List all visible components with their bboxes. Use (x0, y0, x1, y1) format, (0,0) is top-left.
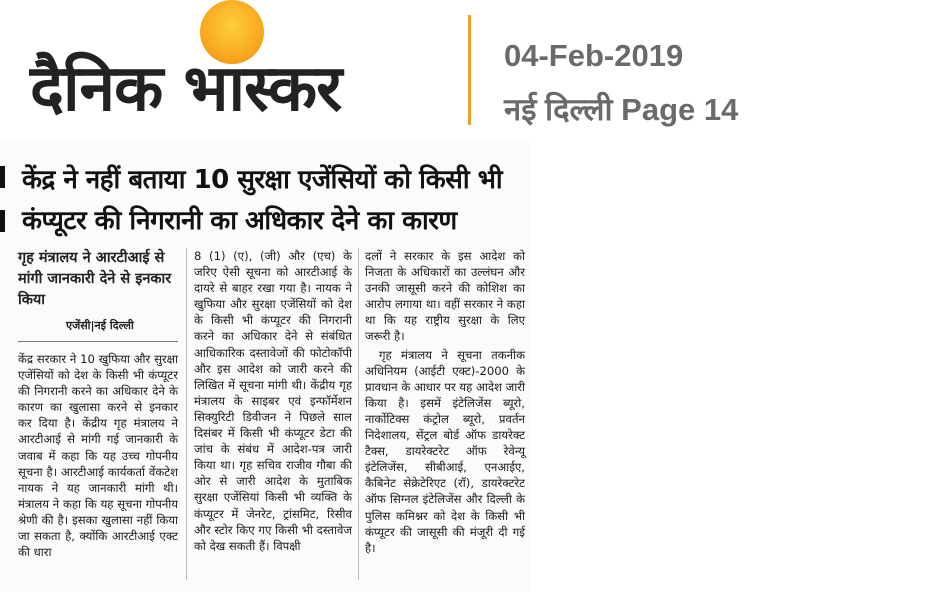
subheadline: गृह मंत्रालय ने आरटीआई से मांगी जानकारी देने से इनकार किया (18, 250, 172, 308)
article-column-3 (365, 248, 525, 556)
edge-mark (0, 166, 5, 188)
article-paragraph: दलों ने सरकार के इस आदेश को निजता के अधिकारों का उल्लंघन और उनकी जासूसी करने की कोशिश का आरोप लगाया था। वहीं सरकार ने कहा था कि यह राष्ट्रीय सुरक्षा के लिए जरूरी है। (365, 249, 525, 344)
article-paragraph: 8 (1) (ए), (जी) और (एच) के जरिए ऐसी सूचना को आरटीआई के दायरे से बाहर रखा गया है। नायक ने खुफिया और सुरक्षा एजेंसियों को देश के किसी भी कंप्यूटर की निगरानी करने का अधिकार देने से संबंधित आधिकारिक दस्तावेजों की फोटोकॉपी और इस आदेश को जारी करने की लिखित में सूचना मांगी थी। केंद्रीय गृह मंत्रालय के साइबर एवं इन्फॉर्मेशन सिक्युरिटी डिवीजन ने पिछले साल दिसंबर में किसी भी कंप्यूटर डेटा की जांच के संबंध में आदेश-पत्र जारी किया था। गृह सचिव राजीव गौबा की ओर से जारी आदेश के मुताबिक सुरक्षा एजेंसियां किसी भी व्यक्ति के कंप्यूटर में जेनरेट, ट्रांसमिट, रिसीव और स्टोर किए गए किसी भी दस्तावेज को देख सकती हैं। विपक्षी (194, 249, 352, 553)
headline-line-2: कंप्यूटर की निगरानी का अधिकार देने का कारण (22, 206, 457, 236)
article-column-2 (194, 248, 352, 554)
headline-line-1: केंद्र ने नहीं बताया 10 सुरक्षा एजेंसियों को किसी भी (22, 165, 503, 195)
article-paragraph: केंद्र सरकार ने 10 खुफिया और सुरक्षा एजेंसियों को देश के किसी भी कंप्यूटर की निगरानी करने का अधिकार देने के कारण का खुलासा करने से इनकार कर दिया है। केंद्रीय गृह मंत्रालय ने आरटीआई से मांगी गई जानकारी के जवाब में कहा कि यह उच्च गोपनीय सूचना है। आरटीआई कार्यकर्ता वेंकटेश नायक ने यह जानकारी मांगी थी। मंत्रालय ने कहा कि यह सूचना गोपनीय श्रेणी की है। इसका खुलासा नहीं किया जा सकता है, क्योंकि आरटीआई एक्ट की धारा (18, 352, 178, 560)
newspaper-logo: दैनिक भास्कर (30, 52, 342, 126)
column-separator (186, 248, 187, 580)
edge-mark (0, 210, 5, 232)
article-column-1 (18, 351, 178, 560)
publication-date: 04-Feb-2019 (504, 38, 684, 73)
edition-page: नई दिल्ली Page 14 (504, 92, 739, 127)
byline: एजेंसी|नई दिल्ली (66, 319, 134, 332)
masthead-divider (468, 15, 471, 125)
article-paragraph: गृह मंत्रालय ने सूचना तकनीक अधिनियम (आईटी एक्ट)-2000 के प्रावधान के आधार पर यह आदेश जारी किया है। इसमें इंटेलिजेंस ब्यूरो, नार्कोटिक्स कंट्रोल ब्यूरो, प्रवर्तन निदेशालय, सेंट्रल बोर्ड ऑफ डायरेक्ट टैक्स, डायरेक्टरेट ऑफ रेवेन्यू इंटेलिजेंस, सीबीआई, एनआईए, कैबिनेट सेक्रेटेरिएट (रॉ), डायरेक्टरेट ऑफ सिग्नल इंटेलिजेंस और दिल्ली के पुलिस कमिश्नर को देश के किसी भी कंप्यूटर की जासूसी की मंजूरी दी गई है। (365, 347, 525, 555)
column-separator (358, 248, 359, 580)
byline-rule (18, 341, 178, 342)
